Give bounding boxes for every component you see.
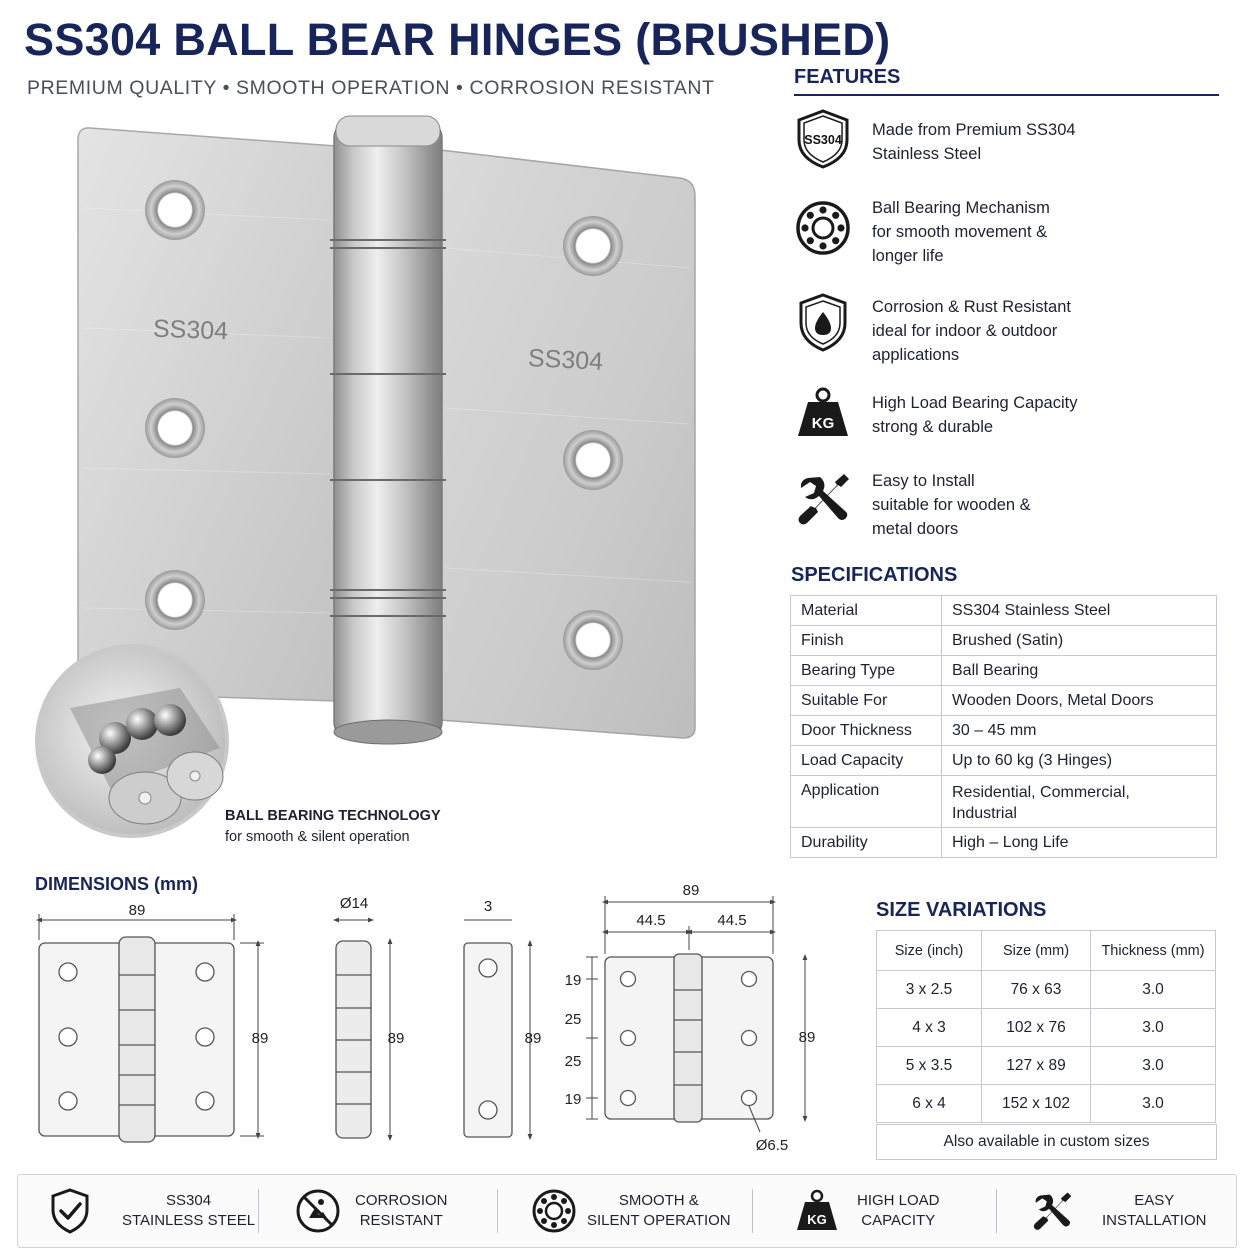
detail-width-label: 89 xyxy=(682,882,700,899)
wrench-screwdriver-icon xyxy=(1030,1188,1074,1234)
feature-item-material: Made from Premium SS304 Stainless Steel xyxy=(872,121,1076,163)
size-row: 4 x 3 102 x 76 3.0 xyxy=(877,1009,1216,1047)
bearing-caption-title: BALL BEARING TECHNOLOGY xyxy=(225,808,441,824)
specifications-heading: SPECIFICATIONS xyxy=(791,564,958,586)
front-height-label: 89 xyxy=(251,1030,269,1047)
hole-spacing-label: 25 xyxy=(564,1053,582,1070)
front-width-label: 89 xyxy=(128,902,146,919)
dimensions-heading: DIMENSIONS (mm) xyxy=(35,874,199,894)
detail-half-right-label: 44.5 xyxy=(717,912,747,929)
shield-check-icon xyxy=(50,1188,90,1234)
svg-text:SS304: SS304 xyxy=(804,133,842,147)
no-rust-icon xyxy=(295,1188,341,1234)
size-variations-heading: SIZE VARIATIONS xyxy=(876,899,1047,921)
pin-height-label: 89 xyxy=(387,1030,405,1047)
shield-drop-icon xyxy=(794,292,852,354)
ball-bearing-icon xyxy=(531,1188,577,1234)
footer-divider xyxy=(497,1189,498,1233)
feature-item-load: High Load Bearing Capacity strong & durable xyxy=(872,394,1078,436)
kg-weight-icon xyxy=(794,384,852,446)
feature-item-install: Easy to Install suitable for wooden & metal doors xyxy=(872,472,1031,538)
left-leaf-engraving: SS304 xyxy=(152,314,229,346)
size-row: 6 x 4 152 x 102 3.0 xyxy=(877,1085,1216,1123)
right-leaf-engraving: SS304 xyxy=(527,344,604,376)
hole-diameter-label: Ø6.5 xyxy=(755,1137,789,1154)
feature-item-corrosion: Corrosion & Rust Resistant ideal for indoor & outdoor applications xyxy=(872,298,1071,364)
hole-spacing-label: 19 xyxy=(564,1091,582,1108)
spec-row: Durability High – Long Life xyxy=(791,828,1217,858)
features-heading: FEATURES xyxy=(794,66,901,88)
specifications-table xyxy=(790,595,1217,858)
footer-divider xyxy=(258,1189,259,1233)
spec-row: Load Capacity Up to 60 kg (3 Hinges) xyxy=(791,746,1217,776)
custom-sizes-note: Also available in custom sizes xyxy=(876,1124,1217,1160)
footer-item-load: KG HIGH LOAD CAPACITY xyxy=(795,1175,940,1247)
spec-row: Bearing Type Ball Bearing xyxy=(791,656,1217,686)
ball-bearing-icon xyxy=(794,197,852,259)
spec-row: Suitable For Wooden Doors, Metal Doors xyxy=(791,686,1217,716)
kg-weight-icon xyxy=(795,1188,839,1234)
hole-spacing-label: 19 xyxy=(564,972,582,989)
footer-divider xyxy=(752,1189,753,1233)
feature-item-bearing: Ball Bearing Mechanism for smooth movement & longer life xyxy=(872,199,1050,265)
ss304-shield-badge-icon xyxy=(794,108,852,170)
bearing-caption-text: for smooth & silent operation xyxy=(225,829,410,845)
features-divider xyxy=(794,94,1219,96)
detail-height-label: 89 xyxy=(798,1029,816,1046)
page-subtitle: PREMIUM QUALITY • SMOOTH OPERATION • CORROSION RESISTANT xyxy=(27,77,715,99)
side-height-label: 89 xyxy=(524,1030,542,1047)
svg-text:KG: KG xyxy=(807,1212,827,1227)
page-title: SS304 BALL BEAR HINGES (BRUSHED) xyxy=(24,14,891,65)
footer-item-stainless: SS304 STAINLESS STEEL xyxy=(50,1175,255,1247)
dimension-drawings xyxy=(0,880,860,1160)
footer-item-smooth: SMOOTH & SILENT OPERATION xyxy=(531,1175,731,1247)
footer-item-install: EASY INSTALLATION xyxy=(1030,1175,1206,1247)
spec-row: Door Thickness 30 – 45 mm xyxy=(791,716,1217,746)
detail-half-left-label: 44.5 xyxy=(636,912,666,929)
footer-features-bar xyxy=(17,1174,1237,1248)
bearing-detail-inset xyxy=(37,646,227,836)
leaf-thickness-label: 3 xyxy=(483,898,493,915)
wrench-screwdriver-icon xyxy=(794,468,852,530)
hinge-product-image xyxy=(30,108,720,868)
size-row: 5 x 3.5 127 x 89 3.0 xyxy=(877,1047,1216,1085)
spec-row: Material SS304 Stainless Steel xyxy=(791,596,1217,626)
spec-row: Application Residential, Commercial, Industrial xyxy=(791,776,1217,828)
pin-diameter-label: Ø14 xyxy=(339,895,369,912)
hole-spacing-label: 25 xyxy=(564,1011,582,1028)
size-row: 3 x 2.5 76 x 63 3.0 xyxy=(877,971,1216,1009)
svg-text:KG: KG xyxy=(811,415,835,432)
spec-row: Finish Brushed (Satin) xyxy=(791,626,1217,656)
size-variations-table: Size (inch) Size (mm) Thickness (mm) 3 x 2.5 76 x 63 3.0 4 x 3 102 x 76 3.0 5 x 3.5 127 x 89 3.0 6 x 4 152 x 102 3.0 xyxy=(876,930,1216,1123)
footer-item-corrosion: CORROSION RESISTANT xyxy=(295,1175,448,1247)
footer-divider xyxy=(996,1189,997,1233)
